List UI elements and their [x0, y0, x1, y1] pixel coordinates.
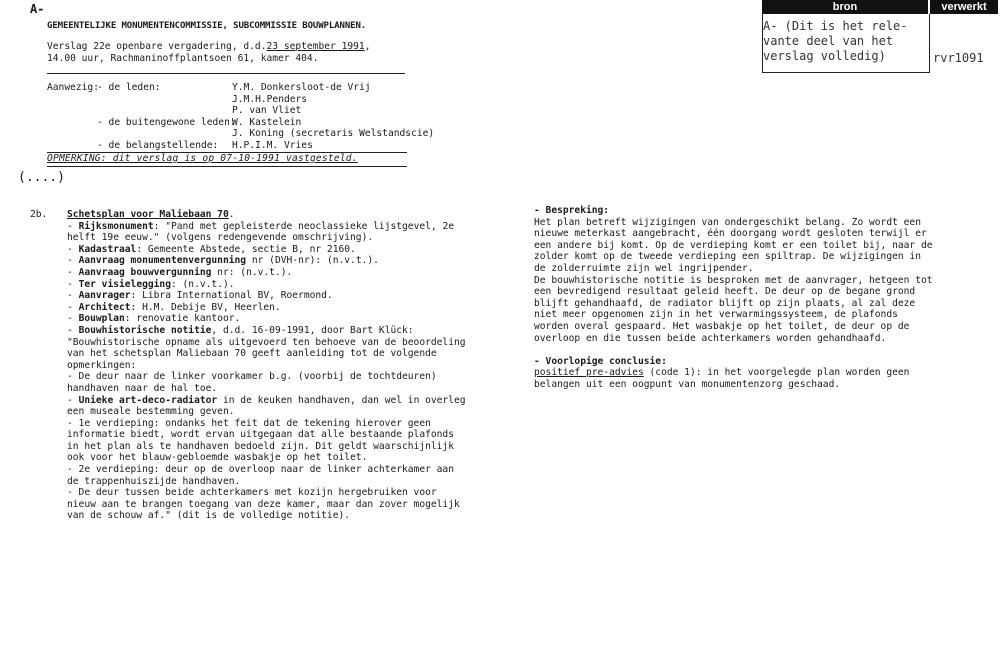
- member-name: W. Kastelein: [232, 116, 302, 128]
- item-line: [67, 244, 466, 256]
- role-extraordinary-members: - de buitengewone leden:: [97, 116, 236, 128]
- discussion-line: De bouwhistorische notitie is besproken met de aanvrager, hetgeen tot: [534, 274, 933, 286]
- item-text: in het plan als te handhaven bedoeld zijn. Dit geldt waarschijnlijk: [67, 440, 454, 452]
- item-field-label: Aanvraag bouwvergunning: [78, 266, 212, 278]
- discussion-line: blijft gehandhaafd, de radiator blijft op zijn plaats, al zal deze: [534, 297, 916, 309]
- meeting-meta: [47, 41, 370, 64]
- item-field-label: Kadastraal: [78, 243, 137, 255]
- item-field-label: Rijksmonument: [78, 220, 154, 232]
- item-text: : Gemeente Abstede, sectie B, nr 2160.: [136, 243, 356, 255]
- item-text: opmerkingen:: [67, 359, 137, 371]
- member-name: H.P.I.M. Vries: [232, 140, 313, 151]
- item-line: [67, 290, 466, 302]
- item-line: [67, 464, 466, 476]
- item-text: : renovatie kantoor.: [124, 313, 241, 325]
- item-field-label: Bouwhistorische notitie: [78, 324, 212, 336]
- discussion-line: nieuwe meterkast aangebracht, één doorgang wordt gesloten terwijl er: [534, 228, 927, 240]
- item-field-label: Aanvraag monumentenvergunning: [78, 255, 247, 267]
- item-text: - 1e verdieping: ondanks het feit dat de tekening hierover geen: [67, 417, 431, 429]
- member-name: Y.M. Donkersloot-de Vrij: [232, 82, 371, 93]
- remark-line: OPMERKING: dit verslag is op 07-10-1991 vastgesteld.: [47, 153, 358, 164]
- item-text: -: [67, 301, 79, 313]
- item-text: -: [67, 278, 79, 290]
- item-body: [67, 209, 466, 522]
- item-line: [67, 209, 466, 221]
- role-members: - de leden:: [97, 82, 161, 93]
- item-text: ook voor het blauw-gebloemde wasbakje op het toilet.: [67, 452, 368, 464]
- item-text: -: [67, 313, 79, 325]
- item-text: -: [67, 266, 79, 278]
- item-text: : Libra International BV, Roermond.: [130, 290, 333, 302]
- item-line: [67, 221, 466, 233]
- item-line: [67, 406, 466, 418]
- item-text: -: [67, 290, 79, 302]
- item-line: [67, 279, 466, 291]
- discussion-heading: - Bespreking:: [534, 205, 610, 216]
- role-interested-party: - de belangstellende:: [97, 140, 219, 151]
- discussion-line: niet meer opgenomen zijn in het verwarmingssysteem, de plafonds: [534, 309, 898, 321]
- item-field-label: Ter visielegging: [78, 278, 171, 290]
- item-line: [67, 371, 466, 383]
- source-column-header: bron: [762, 0, 928, 14]
- item-line: [67, 510, 466, 522]
- meeting-meta-line-2: 14.00 uur, Rachmaninoffplantsoen 61, kamer 404.: [47, 52, 319, 64]
- conclusion-heading: - Voorlopige conclusie:: [534, 355, 667, 367]
- source-note-line: A- (Dit is het rele-: [763, 19, 908, 33]
- corner-mark: A-: [30, 2, 45, 16]
- item-text: "Bouwhistorische opname als uitgevoerd ten behoeve van de beoordeling: [67, 336, 466, 348]
- discussion-line: de zolderruimte zijn wel ingrijpender.: [534, 262, 754, 274]
- discussion-text: [534, 217, 933, 345]
- item-text: helft 19e eeuw." (volgens redengevende omschrijving).: [67, 232, 374, 244]
- advice-label: positief pre-advies: [534, 367, 644, 379]
- item-text: de trappenhuiszijde handhaven.: [67, 475, 241, 487]
- item-text: : H.M. Debije BV, Heerlen.: [130, 301, 281, 313]
- item-line: [67, 452, 466, 464]
- item-line: [67, 232, 466, 244]
- item-title: Schetsplan voor Maliebaan 70: [67, 209, 229, 220]
- item-line: [67, 395, 466, 407]
- discussion-column: [534, 205, 933, 391]
- processed-code: rvr1091: [933, 51, 984, 65]
- source-note-line: verslag volledig): [763, 49, 886, 63]
- item-text: - De deur naar de linker voorkamer b.g. (voorbij de tochtdeuren): [67, 371, 437, 383]
- item-text: een museale bestemming geven.: [67, 406, 235, 418]
- discussion-line: Het plan betreft wijzigingen van ondergeschikt belang. Zo wordt een: [534, 216, 921, 228]
- item-line: [67, 313, 466, 325]
- conclusion-line-1: [534, 367, 933, 379]
- item-text: -: [67, 243, 79, 255]
- member-name: P. van Vliet: [232, 105, 302, 117]
- item-line: [67, 418, 466, 430]
- item-line: [67, 441, 466, 453]
- member-name: J. Koning (secretaris Welstandscie): [232, 128, 435, 140]
- table-border-middle: [929, 14, 930, 73]
- item-text: informatie biedt, wordt ervan uitgegaan dat alle bestaande plafonds: [67, 429, 454, 441]
- divider-remark-bottom: [47, 166, 407, 167]
- item-text: van het schetsplan Maliebaan 70 geeft aanleiding tot de volgende: [67, 348, 437, 360]
- table-border-bottom: [762, 72, 930, 73]
- item-line: [67, 499, 466, 511]
- item-line: [67, 267, 466, 279]
- item-text: in de keuken handhaven, dan wel in overleg: [217, 394, 466, 406]
- attendance-label: Aanwezig:: [47, 82, 99, 93]
- item-line: [67, 255, 466, 267]
- item-text: - De deur tussen beide achterkamers met kozijn hergebruiken voor: [67, 487, 437, 499]
- item-text: , d.d. 16-09-1991, door Bart Klück:: [211, 324, 414, 336]
- item-line: [67, 360, 466, 372]
- item-line: [67, 325, 466, 337]
- item-text: nieuw aan te brangen toegang van deze kamer, maar dan zover mogelijk: [67, 498, 460, 510]
- item-field-label: Aanvrager: [78, 290, 131, 302]
- advice-text: (code 1): in het voorgelegde plan worden geen: [643, 367, 910, 379]
- item-field-label: Architect: [78, 301, 131, 313]
- item-text: handhaven naar de hal toe.: [67, 382, 218, 394]
- item-text: -: [67, 220, 79, 232]
- item-text: -: [67, 394, 79, 406]
- spacer: [534, 344, 933, 356]
- item-line: [67, 337, 466, 349]
- item-text: van de schouw af." (dit is de volledige notitie).: [67, 510, 351, 522]
- omission-mark: (....): [18, 170, 65, 185]
- item-field-label: Bouwplan: [78, 313, 125, 325]
- member-name: J.M.H.Penders: [232, 93, 308, 105]
- conclusion-line-2: belangen uit een oogpunt van monumentenzorg geschaad.: [534, 378, 841, 390]
- item-line: [67, 476, 466, 488]
- item-text: : (n.v.t.).: [170, 278, 235, 290]
- discussion-line: zolder komt op de tweede verdieping een spiltrap. De wijzigingen in: [534, 251, 921, 263]
- meeting-meta-line-1: [47, 41, 370, 53]
- meeting-date: 23 september 1991: [266, 41, 365, 52]
- item-line: [67, 429, 466, 441]
- divider-top: [47, 73, 405, 74]
- item-line: [67, 302, 466, 314]
- meta-suffix: ,: [364, 41, 371, 52]
- source-note-line: vante deel van het: [763, 34, 894, 48]
- discussion-line: worden overal gespaard. Het wasbakje op het toilet, de deur op de: [534, 320, 910, 332]
- item-line: [67, 348, 466, 360]
- item-text: - 2e verdieping: deur op de overloop naar de linker achterkamer aan: [67, 464, 454, 476]
- item-text: nr: (n.v.t.).: [211, 266, 293, 278]
- document-title: GEMEENTELIJKE MONUMENTENCOMMISSIE, SUBCOMMISSIE BOUWPLANNEN.: [47, 21, 367, 31]
- item-text: -: [67, 255, 79, 267]
- item-text: nr (DVH-nr): (n.v.t.).: [246, 255, 379, 267]
- item-text: .: [228, 209, 235, 220]
- item-text: -: [67, 324, 79, 336]
- discussion-line: een bevredigend resultaat geleid heeft. De deur op de begane grond: [534, 286, 916, 298]
- meta-prefix: Verslag 22e openbare vergadering, d.d.: [47, 41, 267, 52]
- item-line: [67, 487, 466, 499]
- discussion-line: een andere bij komt. Op de verdieping komt er een toilet bij, naar de: [534, 239, 933, 251]
- processed-column-header: verwerkt: [930, 0, 998, 14]
- item-number: 2b.: [30, 209, 48, 220]
- discussion-line: overloop en die tussen beide achterkamers worden gehandhaafd.: [534, 332, 887, 344]
- item-text: : "Pand met gepleisterde neoclassieke lijstgevel, 2e: [153, 220, 455, 232]
- source-table: [762, 0, 998, 73]
- item-field-label: Unieke art-deco-radiator: [78, 394, 218, 406]
- item-line: [67, 383, 466, 395]
- source-note: [763, 19, 908, 64]
